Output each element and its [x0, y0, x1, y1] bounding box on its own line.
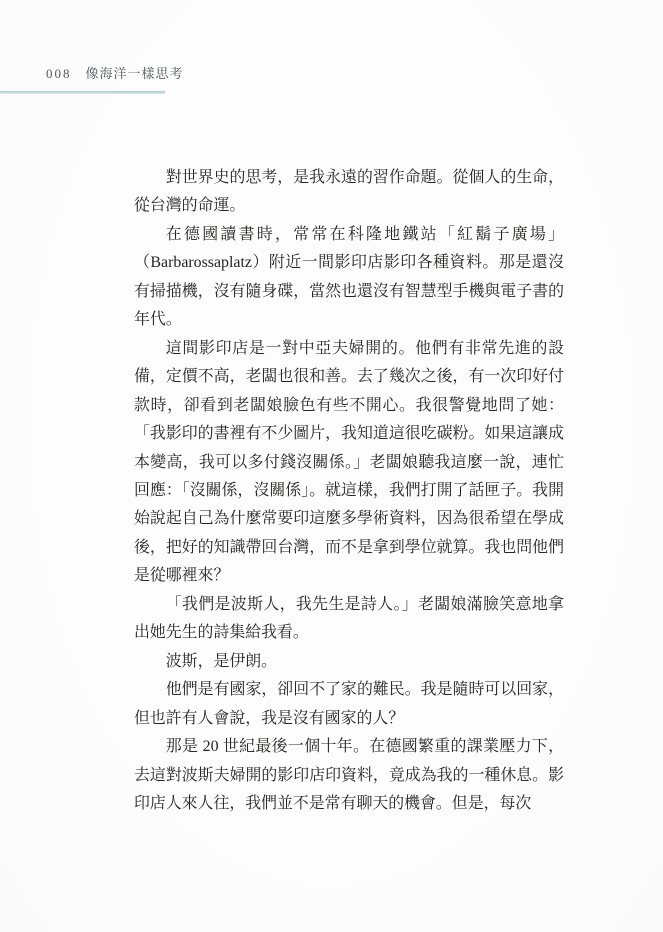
- page-number: 008: [46, 66, 72, 81]
- paragraph: 那是 20 世紀最後一個十年。在德國繁重的課業壓力下，去這對波斯夫婦開的影印店印資料，竟成為我的一種休息。影印店人來人往，我們並不是常有聊天的機會。但是，每次: [134, 738, 564, 812]
- body-text: [134, 164, 564, 818]
- paragraph: 這間影印店是一對中亞夫婦開的。他們有非常先進的設備，定價不高，老闆也很和善。去了幾次之後，有一次印好付款時，卻看到老闆娘臉色有些不開心。我很警覺地問了她：「我影印的書裡有不少圖片，我知道這很吃碳粉。如果這讓成本變高，我可以多付錢沒關係。」老闆娘聽我這麼一說，連忙回應：「沒關係，沒關係」。就這樣，我們打開了話匣子。我開始說起自己為什麼常要印這麼多學術資料，因為很希望在學成後，把好的知識帶回台灣，而不是拿到學位就算。我也問他們是從哪裡來？: [134, 339, 564, 585]
- paragraph: 在德國讀書時，常常在科隆地鐵站「紅鬍子廣場」（Barbarossaplatz）附近一間影印店影印各種資料。那是還沒有掃描機，沒有隨身碟，當然也還沒有智慧型手機與電子書的年代。: [134, 225, 564, 329]
- paragraph: 「我們是波斯人，我先生是詩人。」老闆娘滿臉笑意地拿出她先生的詩集給我看。: [134, 595, 564, 642]
- header-divider-rule: [0, 91, 165, 94]
- paragraph: 波斯，是伊朗。: [165, 652, 278, 670]
- paragraph: 對世界史的思考，是我永遠的習作命題。從個人的生命，從台灣的命運。: [134, 169, 564, 215]
- paragraph: 他們是有國家，卻回不了家的難民。我是隨時可以回家，但也許有人會說，我是沒有國家的人？: [134, 681, 564, 727]
- running-header: [46, 63, 184, 82]
- running-header-title: 像海洋一樣思考: [85, 66, 184, 81]
